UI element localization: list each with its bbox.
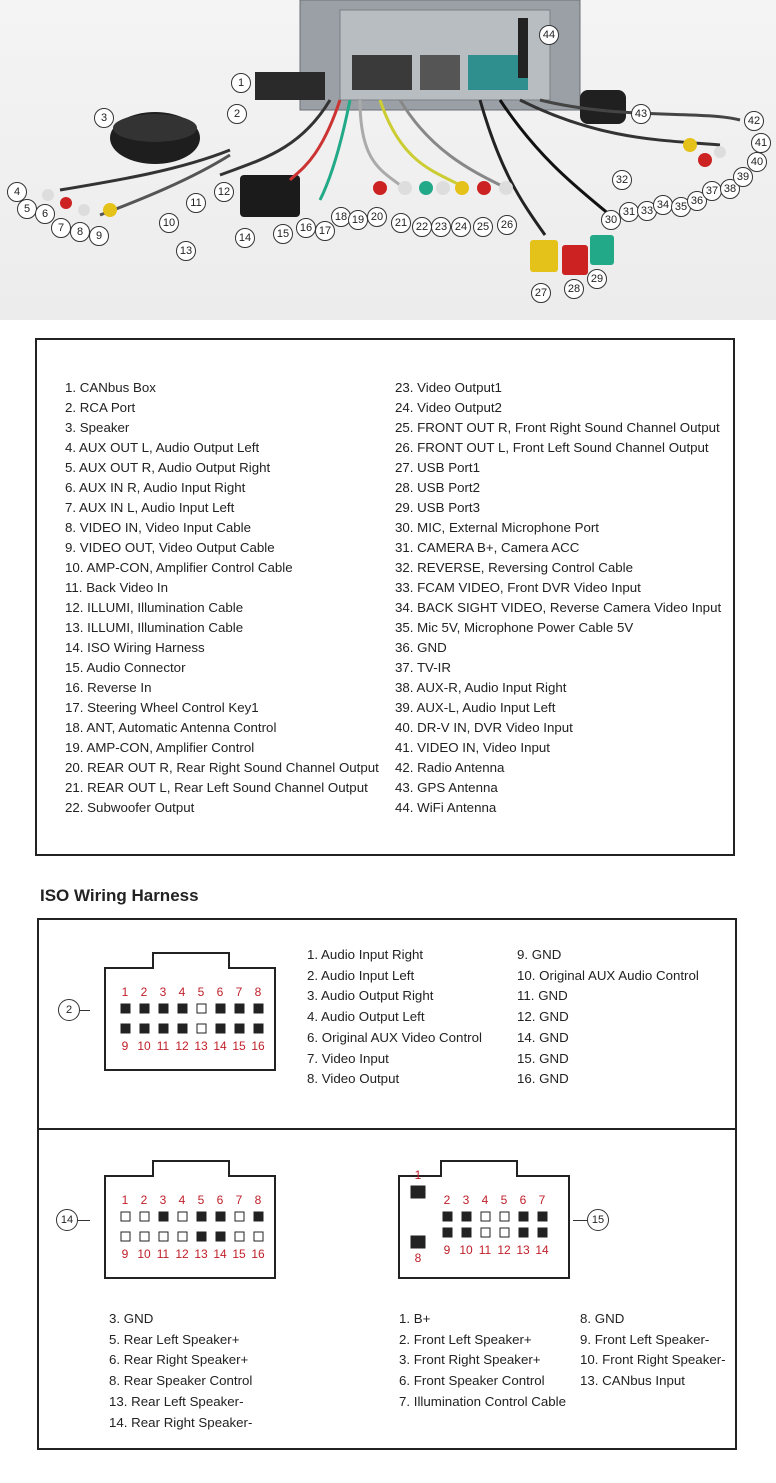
pin-number: 4 [481, 1193, 489, 1207]
pin [519, 1212, 528, 1221]
callout-3: 3 [94, 108, 114, 128]
pin-description: 14. Rear Right Speaker- [109, 1414, 253, 1430]
pin [216, 1004, 225, 1013]
legend-item: 33. FCAM VIDEO, Front DVR Video Input [395, 580, 641, 595]
pin [121, 1004, 130, 1013]
pin-number: 6 [216, 985, 224, 999]
callout-1: 1 [231, 73, 251, 93]
pin-number: 8 [254, 1193, 262, 1207]
legend-item: 11. Back Video In [65, 580, 168, 595]
pin-description: 7. Video Input [307, 1050, 389, 1066]
pin-number: 14 [213, 1247, 227, 1261]
pin-number: 15 [232, 1039, 246, 1053]
connector-14-diagram [103, 1158, 279, 1282]
legend-item: 36. GND [395, 640, 447, 655]
pin [216, 1212, 225, 1221]
pin-description: 13. CANbus Input [580, 1373, 685, 1389]
pin-description: 2. Front Left Speaker+ [399, 1331, 532, 1347]
legend-item: 7. AUX IN L, Audio Input Left [65, 500, 235, 515]
pin-description: 9. Front Left Speaker- [580, 1331, 710, 1347]
legend-item: 4. AUX OUT L, Audio Output Left [65, 440, 260, 455]
pin-description: 8. Rear Speaker Control [109, 1373, 253, 1389]
legend-item: 35. Mic 5V, Microphone Power Cable 5V [395, 620, 634, 635]
pin-number: 6 [519, 1193, 527, 1207]
callout-12: 12 [214, 182, 234, 202]
pin [481, 1228, 490, 1237]
callout-43: 43 [631, 104, 651, 124]
callout-10: 10 [159, 213, 179, 233]
pin [140, 1232, 149, 1241]
legend-item: 17. Steering Wheel Control Key1 [65, 700, 259, 715]
connector-2-diagram [103, 950, 279, 1074]
callout-40: 40 [747, 152, 767, 172]
pin-number: 4 [178, 985, 186, 999]
pin-description: 3. Audio Output Right [307, 988, 434, 1004]
legend-item: 23. Video Output1 [395, 380, 502, 395]
legend-item: 8. VIDEO IN, Video Input Cable [65, 520, 252, 535]
pin [462, 1228, 471, 1237]
harness-box [37, 918, 737, 1450]
pin [235, 1024, 244, 1033]
pin-description: 4. Audio Output Left [307, 1009, 425, 1025]
pin-description: 7. Illumination Control Cable [399, 1393, 567, 1409]
connector-15-pin-list-left [399, 1309, 566, 1413]
pin-number: 13 [194, 1039, 208, 1053]
pin-description: 15. GND [517, 1050, 569, 1066]
legend-item: 26. FRONT OUT L, Front Left Sound Channel Output [395, 440, 709, 455]
pin [254, 1024, 263, 1033]
pin-number: 10 [459, 1243, 473, 1257]
legend-item: 6. AUX IN R, Audio Input Right [65, 480, 246, 495]
pin [121, 1232, 130, 1241]
callout-17: 17 [315, 221, 335, 241]
callout-15: 15 [273, 224, 293, 244]
legend-item: 44. WiFi Antenna [395, 800, 497, 815]
pin [159, 1232, 168, 1241]
callout-16: 16 [296, 218, 316, 238]
pin-description: 10. Front Right Speaker- [580, 1352, 726, 1368]
pin [519, 1228, 528, 1237]
pin [443, 1212, 452, 1221]
connector-15-pin-list-right [580, 1309, 726, 1392]
callout-23: 23 [431, 217, 451, 237]
connector-2-pin-list-left [307, 945, 482, 1090]
legend-item: 9. VIDEO OUT, Video Output Cable [65, 540, 275, 555]
legend-item: 28. USB Port2 [395, 480, 480, 495]
pin-description: 5. Rear Left Speaker+ [109, 1331, 240, 1347]
pin-number: 8 [414, 1251, 422, 1265]
legend-item: 29. USB Port3 [395, 500, 480, 515]
pin-description: 3. Front Right Speaker+ [399, 1352, 541, 1368]
legend-item: 18. ANT, Automatic Antenna Control [65, 720, 277, 735]
pin [159, 1004, 168, 1013]
callout-4: 4 [7, 182, 27, 202]
legend-item: 16. Reverse In [65, 680, 152, 695]
pin-number: 11 [156, 1039, 170, 1053]
legend-right-column [395, 378, 721, 818]
pin-number: 11 [478, 1243, 492, 1257]
pin [481, 1212, 490, 1221]
pin-description: 6. Original AUX Video Control [307, 1029, 482, 1045]
legend-item: 39. AUX-L, Audio Input Left [395, 700, 556, 715]
pin-number: 1 [121, 1193, 129, 1207]
legend-item: 30. MIC, External Microphone Port [395, 520, 599, 535]
pin [235, 1212, 244, 1221]
legend-item: 41. VIDEO IN, Video Input [395, 740, 550, 755]
callout-27: 27 [531, 283, 551, 303]
callout-19: 19 [348, 210, 368, 230]
legend-item: 37. TV-IR [395, 660, 451, 675]
pin [178, 1024, 187, 1033]
pin-description: 13. Rear Left Speaker- [109, 1393, 244, 1409]
pin-number: 5 [500, 1193, 508, 1207]
pin-description: 8. Video Output [307, 1071, 400, 1087]
pin-number: 5 [197, 985, 205, 999]
pin-number: 12 [175, 1247, 189, 1261]
pin [159, 1212, 168, 1221]
pin-number: 10 [137, 1247, 151, 1261]
connector-14-pin-list [109, 1309, 252, 1433]
legend-item: 10. AMP-CON, Amplifier Control Cable [65, 560, 293, 575]
pin-number: 6 [216, 1193, 224, 1207]
callout-25: 25 [473, 217, 493, 237]
legend-item: 38. AUX-R, Audio Input Right [395, 680, 567, 695]
legend-item: 31. CAMERA B+, Camera ACC [395, 540, 580, 555]
pin-number: 14 [535, 1243, 549, 1257]
pin [178, 1212, 187, 1221]
callout-5: 5 [17, 199, 37, 219]
callout-29: 29 [587, 269, 607, 289]
callout-24: 24 [451, 217, 471, 237]
callout-11: 11 [186, 193, 206, 213]
pin-description: 1. B+ [399, 1311, 431, 1326]
pin [140, 1024, 149, 1033]
legend-item: 40. DR-V IN, DVR Video Input [395, 720, 573, 735]
pin [538, 1212, 547, 1221]
connector-14-label: 14 [56, 1209, 78, 1231]
callout-31: 31 [619, 202, 639, 222]
pin [235, 1004, 244, 1013]
pin [197, 1212, 206, 1221]
legend-item: 12. ILLUMI, Illumination Cable [65, 600, 244, 615]
legend-item: 13. ILLUMI, Illumination Cable [65, 620, 244, 635]
callout-7: 7 [51, 218, 71, 238]
callout-18: 18 [331, 207, 351, 227]
legend-left-column [65, 378, 379, 818]
legend-item: 15. Audio Connector [65, 660, 186, 675]
pin-number: 1 [414, 1168, 422, 1182]
pin [443, 1228, 452, 1237]
pin-number: 7 [538, 1193, 546, 1207]
pin [411, 1186, 425, 1198]
legend-item: 34. BACK SIGHT VIDEO, Reverse Camera Video Input [395, 600, 722, 615]
pin-description: 2. Audio Input Left [307, 967, 415, 983]
callout-21: 21 [391, 213, 411, 233]
pin [140, 1212, 149, 1221]
pin [197, 1232, 206, 1241]
legend-item: 32. REVERSE, Reversing Control Cable [395, 560, 633, 575]
pin [254, 1232, 263, 1241]
callout-42: 42 [744, 111, 764, 131]
pin-number: 2 [140, 985, 148, 999]
legend-item: 22. Subwoofer Output [65, 800, 195, 815]
pin [197, 1024, 206, 1033]
legend-item: 24. Video Output2 [395, 400, 502, 415]
pin-number: 12 [175, 1039, 189, 1053]
pin [500, 1228, 509, 1237]
callout-32: 32 [612, 170, 632, 190]
pin [216, 1232, 225, 1241]
pin [254, 1004, 263, 1013]
pin [197, 1004, 206, 1013]
callout-13: 13 [176, 241, 196, 261]
pin-number: 14 [213, 1039, 227, 1053]
pin-number: 10 [137, 1039, 151, 1053]
pin-number: 1 [121, 985, 129, 999]
connector-15-label: 15 [587, 1209, 609, 1231]
callout-14: 14 [235, 228, 255, 248]
callout-35: 35 [671, 197, 691, 217]
legend-item: 19. AMP-CON, Amplifier Control [65, 740, 255, 755]
legend-item: 25. FRONT OUT R, Front Right Sound Channel Output [395, 420, 720, 435]
callout-34: 34 [653, 195, 673, 215]
legend-item: 3. Speaker [65, 420, 130, 435]
pin [254, 1212, 263, 1221]
pin-description: 11. GND [517, 988, 568, 1004]
wiring-illustration [0, 0, 776, 320]
pin [159, 1024, 168, 1033]
pin-description: 3. GND [109, 1311, 154, 1326]
callout-33: 33 [637, 201, 657, 221]
pin-description: 6. Rear Right Speaker+ [109, 1352, 249, 1368]
callout-8: 8 [70, 222, 90, 242]
callout-9: 9 [89, 226, 109, 246]
pin-number: 2 [443, 1193, 451, 1207]
callout-44: 44 [539, 25, 559, 45]
connector-15-diagram [397, 1158, 573, 1282]
callout-30: 30 [601, 210, 621, 230]
pin [500, 1212, 509, 1221]
pin-number: 7 [235, 1193, 243, 1207]
pin-description: 1. Audio Input Right [307, 947, 424, 962]
pin-number: 12 [497, 1243, 511, 1257]
legend-item: 14. ISO Wiring Harness [65, 640, 205, 655]
legend-item: 43. GPS Antenna [395, 780, 498, 795]
legend-item: 21. REAR OUT L, Rear Left Sound Channel Output [65, 780, 368, 795]
pin-number: 16 [251, 1039, 265, 1053]
pin [235, 1232, 244, 1241]
callout-36: 36 [687, 191, 707, 211]
pin-number: 15 [232, 1247, 246, 1261]
pin-description: 16. GND [517, 1071, 569, 1087]
pin [462, 1212, 471, 1221]
pin [178, 1004, 187, 1013]
pin [538, 1228, 547, 1237]
legend-item: 27. USB Port1 [395, 460, 480, 475]
callout-41: 41 [751, 133, 771, 153]
pin-number: 13 [194, 1247, 208, 1261]
section-title: ISO Wiring Harness [40, 886, 199, 905]
pin-description: 9. GND [517, 947, 562, 962]
legend-item: 2. RCA Port [65, 400, 136, 415]
callout-22: 22 [412, 217, 432, 237]
connector-15-leader [573, 1220, 587, 1221]
pin-number: 2 [140, 1193, 148, 1207]
legend-item: 1. CANbus Box [65, 380, 156, 395]
callout-6: 6 [35, 204, 55, 224]
legend-box [35, 338, 735, 856]
pin-description: 14. GND [517, 1029, 569, 1045]
pin-number: 13 [516, 1243, 530, 1257]
callout-38: 38 [720, 179, 740, 199]
pin [140, 1004, 149, 1013]
callout-26: 26 [497, 215, 517, 235]
callout-28: 28 [564, 279, 584, 299]
pin [178, 1232, 187, 1241]
legend-item: 20. REAR OUT R, Rear Right Sound Channel Output [65, 760, 379, 775]
pin-description: 8. GND [580, 1311, 625, 1326]
pin [216, 1024, 225, 1033]
pin-number: 8 [254, 985, 262, 999]
legend-item: 42. Radio Antenna [395, 760, 505, 775]
pin [121, 1024, 130, 1033]
pin-description: 10. Original AUX Audio Control [517, 967, 699, 983]
pin-number: 9 [443, 1243, 451, 1257]
pin-number: 16 [251, 1247, 265, 1261]
pin-description: 12. GND [517, 1009, 569, 1025]
connector-14-leader [78, 1220, 90, 1221]
pin-number: 5 [197, 1193, 205, 1207]
callout-2: 2 [227, 104, 247, 124]
connector-2-label: 2 [58, 999, 80, 1021]
connector-2-leader [80, 1010, 90, 1011]
legend-item: 5. AUX OUT R, Audio Output Right [65, 460, 271, 475]
connector-2-pin-list-right [517, 945, 699, 1090]
product-photo [0, 0, 776, 320]
pin [411, 1236, 425, 1248]
pin-number: 11 [156, 1247, 170, 1261]
callout-20: 20 [367, 207, 387, 227]
pin-number: 7 [235, 985, 243, 999]
pin-number: 9 [121, 1039, 129, 1053]
pin-number: 9 [121, 1247, 129, 1261]
pin-number: 3 [462, 1193, 470, 1207]
callout-39: 39 [733, 167, 753, 187]
section-divider [39, 1128, 735, 1130]
callout-37: 37 [702, 181, 722, 201]
pin-description: 6. Front Speaker Control [399, 1373, 545, 1389]
pin-number: 3 [159, 1193, 167, 1207]
pin [121, 1212, 130, 1221]
pin-number: 3 [159, 985, 167, 999]
pin-number: 4 [178, 1193, 186, 1207]
